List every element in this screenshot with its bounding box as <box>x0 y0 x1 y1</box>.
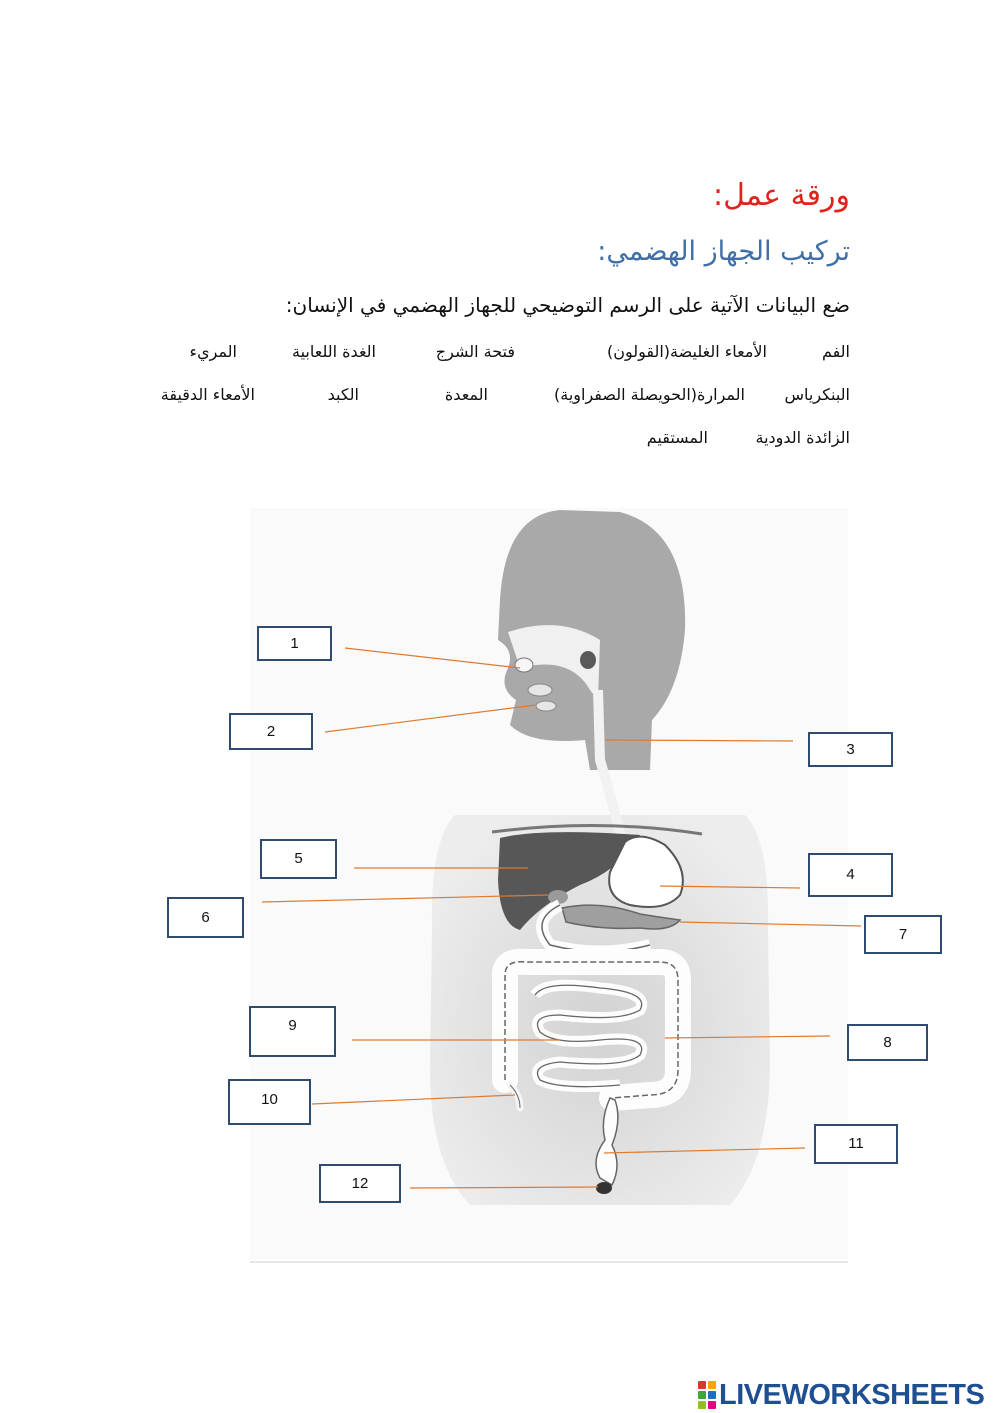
worksheet-title: ورقة عمل: <box>712 178 850 213</box>
label-box-9[interactable]: 9 <box>249 1006 336 1057</box>
instruction-text: ضع البيانات الآتية على الرسم التوضيحي للجهاز الهضمي في الإنسان: <box>285 293 850 317</box>
liveworksheets-logo <box>698 1378 984 1412</box>
term-esophagus: المريء <box>189 342 237 361</box>
salivary-gland-shape <box>580 651 596 669</box>
label-box-3[interactable]: 3 <box>808 732 893 767</box>
label-box-1[interactable]: 1 <box>257 626 332 661</box>
label-box-5[interactable]: 5 <box>260 839 337 879</box>
term-liver: الكبد <box>327 385 359 404</box>
term-pancreas: البنكرياس <box>784 385 850 404</box>
worksheet-subtitle: تركيب الجهاز الهضمي: <box>597 236 850 267</box>
label-box-2[interactable]: 2 <box>229 713 313 750</box>
label-box-8[interactable]: 8 <box>847 1024 928 1061</box>
brand-name: LIVEWORKSHEETS <box>719 1378 985 1411</box>
term-rectum: المستقيم <box>646 428 708 447</box>
term-stomach: المعدة <box>444 385 488 404</box>
term-anus: فتحة الشرج <box>435 342 515 361</box>
label-box-12[interactable]: 12 <box>319 1164 401 1203</box>
label-box-7[interactable]: 7 <box>864 915 942 954</box>
term-salivary-gland: الغدة اللعابية <box>292 342 376 361</box>
brand-mark-icon <box>698 1381 716 1409</box>
term-appendix: الزائدة الدودية <box>755 428 850 447</box>
term-small-intestine: الأمعاء الدقيقة <box>160 385 255 404</box>
label-box-11[interactable]: 11 <box>814 1124 898 1164</box>
label-box-10[interactable]: 10 <box>228 1079 311 1125</box>
term-gallbladder: المرارة(الحويصلة الصفراوية) <box>554 385 745 404</box>
anus-shape <box>596 1182 612 1194</box>
term-mouth: الفم <box>821 342 850 361</box>
label-box-6[interactable]: 6 <box>167 897 244 938</box>
term-large-intestine: الأمعاء الغليضة(القولون) <box>606 342 767 361</box>
label-box-4[interactable]: 4 <box>808 853 893 897</box>
